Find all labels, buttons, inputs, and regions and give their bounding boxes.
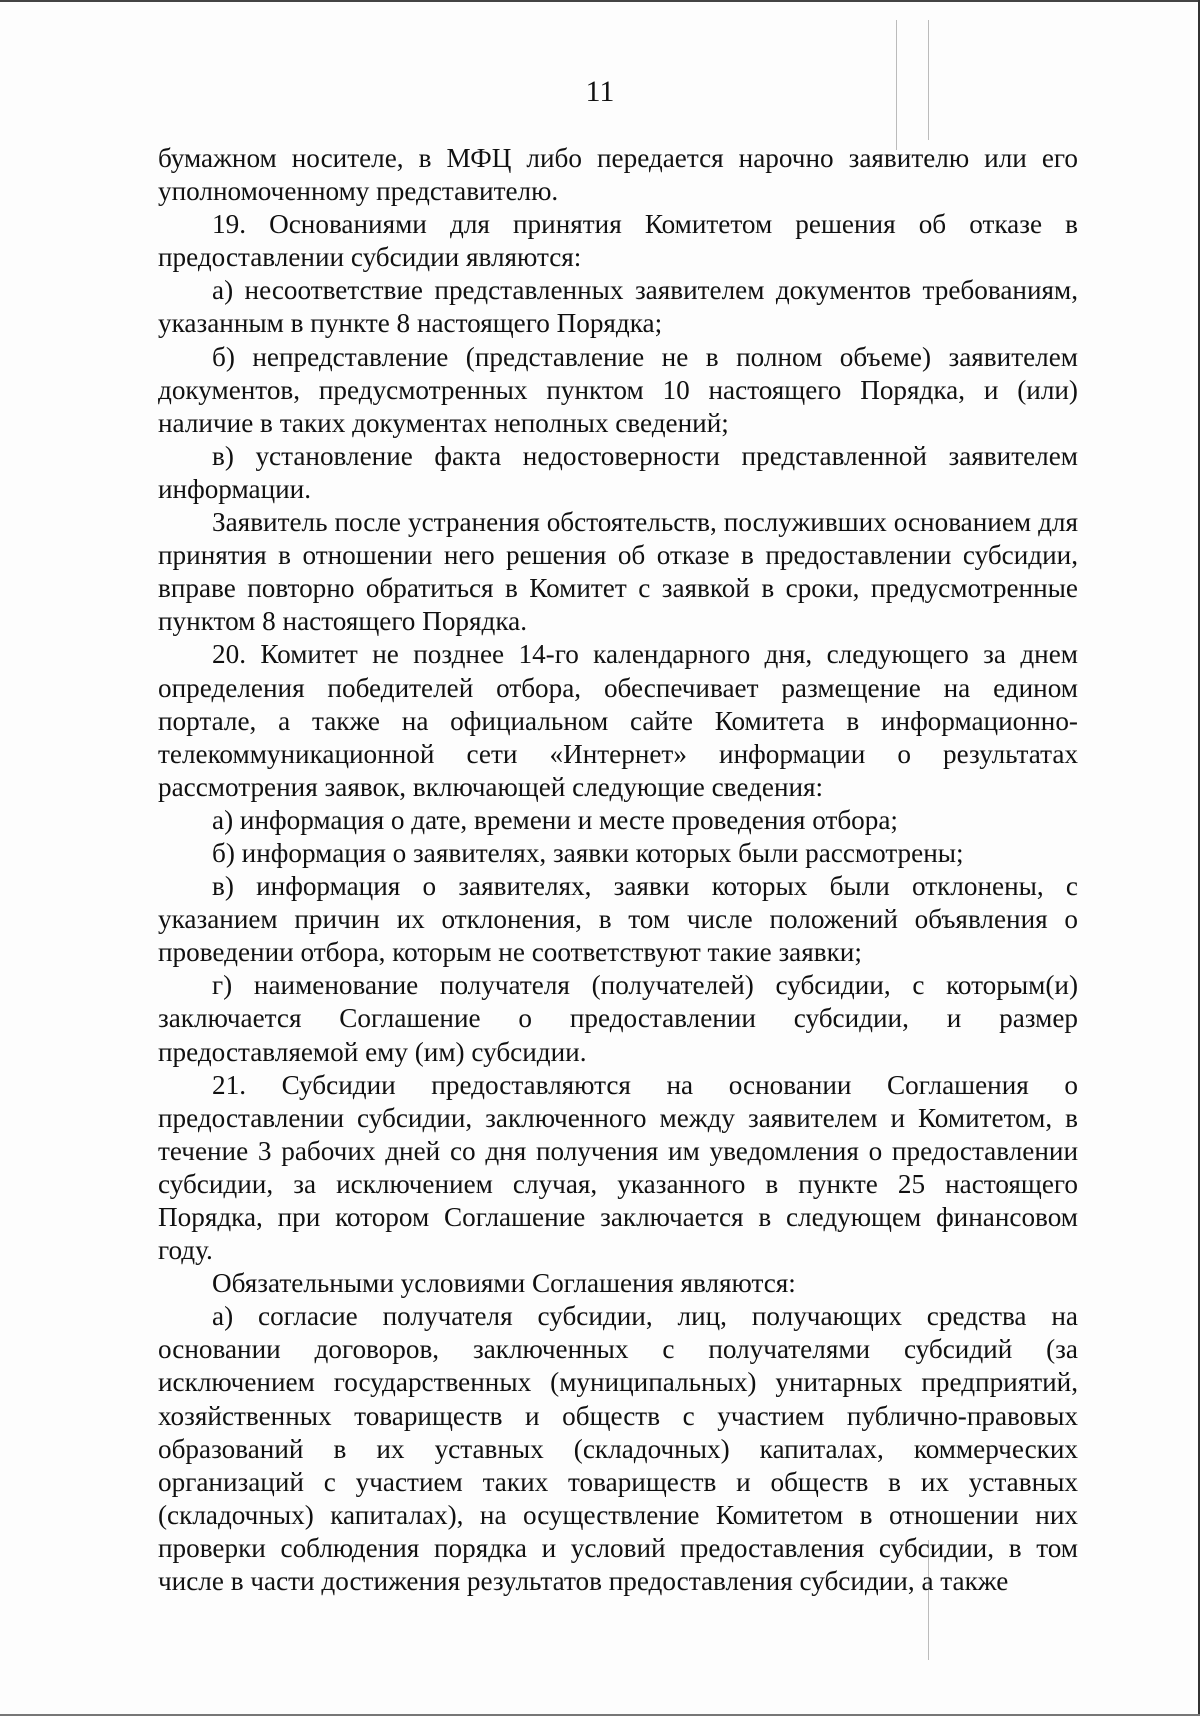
paragraph: б) информация о заявителях, заявки которых были рассмотрены; [212,837,964,868]
page-number: 11 [585,75,615,108]
paragraph: 20. Комитет не позднее 14-го календарного дня, следующего за днем определения победителей отбора, обеспечивает размещение на едином портале, а также на официальном сайте Комитета в информационно-телекоммуникационной сети «Интернет» информации о результатах рассмотрения заявок, включающей следующие сведения: [158,639,1078,802]
paragraph: бумажном носителе, в МФЦ либо передается нарочно заявителю или его уполномоченному представителю. [158,143,1078,207]
paragraph: в) информация о заявителях, заявки которых были отклонены, с указанием причин их отклонения, в том числе положений объявления о проведении отбора, которым не соответствуют такие заявки; [158,871,1078,968]
scan-edge-top [0,0,1200,2]
paragraph: 21. Субсидии предоставляются на основании Соглашения о предоставлении субсидии, заключенного между заявителем и Комитетом, в течение 3 рабочих дней со дня получения им уведомления о предоставлении субсидии, за исключением случая, указанного в пункте 25 настоящего Порядка, при котором Соглашение заключается в следующем финансовом году. [158,1069,1078,1266]
document-body [158,142,1078,1598]
paragraph: 19. Основаниями для принятия Комитетом решения об отказе в предоставлении субсидии являются: [158,209,1078,273]
paragraph: в) установление факта недостоверности представленной заявителем информации. [158,440,1078,504]
paragraph: Обязательными условиями Соглашения являются: [212,1268,796,1299]
paragraph: а) информация о дате, времени и месте проведения отбора; [212,804,898,835]
paragraph: Заявитель после устранения обстоятельств, послуживших основанием для принятия в отношении него решения об отказе в предоставлении субсидии, вправе повторно обратиться в Комитет с заявкой в сроки, предусмотренные пунктом 8 настоящего Порядка. [158,507,1078,637]
paragraph: г) наименование получателя (получателей) субсидии, с которым(и) заключается Соглашение о предоставлении субсидии, и размер предоставляемой ему (им) субсидии. [158,970,1078,1067]
paragraph: б) непредставление (представление не в полном объеме) заявителем документов, предусмотренных пунктом 10 настоящего Порядка, и (или) наличие в таких документах неполных сведений; [158,341,1078,438]
paragraph: а) несоответствие представленных заявителем документов требованиям, указанным в пункте 8 настоящего Порядка; [158,275,1078,339]
paragraph: а) согласие получателя субсидии, лиц, получающих средства на основании договоров, заключенных с получателями субсидий (за исключением государственных (муниципальных) унитарных предприятий, хозяйственных товариществ и обществ с участием публично-правовых образований в их уставных (складочных) капиталах, коммерческих организаций с участием таких товариществ и обществ в их уставных (складочных) капиталах), на осуществление Комитетом в отношении них проверки соблюдения порядка и условий предоставления субсидии, в том числе в части достижения результатов предоставления субсидии, а также [158,1301,1078,1597]
